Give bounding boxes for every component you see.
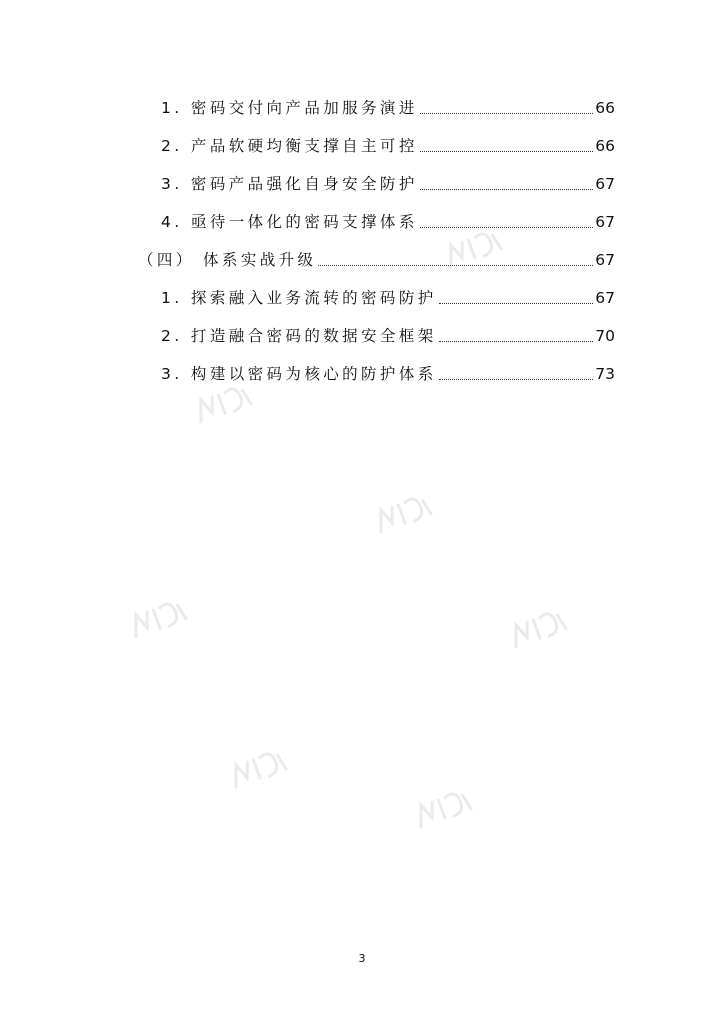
toc-entry[interactable]	[161, 170, 615, 194]
toc-dot-leader	[439, 303, 594, 304]
toc-entry[interactable]	[161, 94, 615, 118]
toc-entry-title: 2. 产品软硬均衡支撑自主可控	[161, 137, 418, 155]
toc-entry[interactable]	[161, 322, 615, 346]
watermark-logo-icon	[220, 740, 294, 799]
watermark-logo-icon	[405, 780, 479, 839]
toc-entry-title: 3. 密码产品强化自身安全防护	[161, 175, 418, 193]
toc-entry-page: 70	[595, 327, 615, 345]
toc-entry-title: （四） 体系实战升级	[138, 251, 317, 269]
toc-entry-title: 1. 密码交付向产品加服务演进	[161, 99, 418, 117]
toc-dot-leader	[439, 341, 594, 342]
watermark-logo-icon	[365, 485, 439, 544]
toc-entry-page: 67	[595, 289, 615, 307]
toc-entry-page: 67	[595, 175, 615, 193]
toc-section-entry[interactable]	[138, 246, 615, 270]
toc-entry-title: 4. 亟待一体化的密码支撑体系	[161, 213, 418, 231]
toc-dot-leader	[420, 189, 594, 190]
watermark-logo-icon	[500, 600, 574, 659]
toc-dot-leader	[420, 227, 594, 228]
toc-entry-title: 3. 构建以密码为核心的防护体系	[161, 365, 437, 383]
toc-entry-title: 1. 探索融入业务流转的密码防护	[161, 289, 437, 307]
toc-entry[interactable]	[161, 132, 615, 156]
toc-entry-page: 67	[595, 213, 615, 231]
toc-dot-leader	[420, 151, 594, 152]
toc-entry-page: 66	[595, 99, 615, 117]
toc-entry-page: 73	[595, 365, 615, 383]
toc-dot-leader	[439, 379, 594, 380]
toc-dot-leader	[420, 113, 594, 114]
toc-entry-title: 2. 打造融合密码的数据安全框架	[161, 327, 437, 345]
page-number: 3	[358, 952, 366, 965]
toc-entry[interactable]	[161, 284, 615, 308]
watermark-logo-icon	[120, 590, 194, 649]
toc-entry-page: 66	[595, 137, 615, 155]
toc-entry-page: 67	[595, 251, 615, 269]
watermark-logo-icon	[185, 375, 259, 434]
toc-entry[interactable]	[161, 208, 615, 232]
